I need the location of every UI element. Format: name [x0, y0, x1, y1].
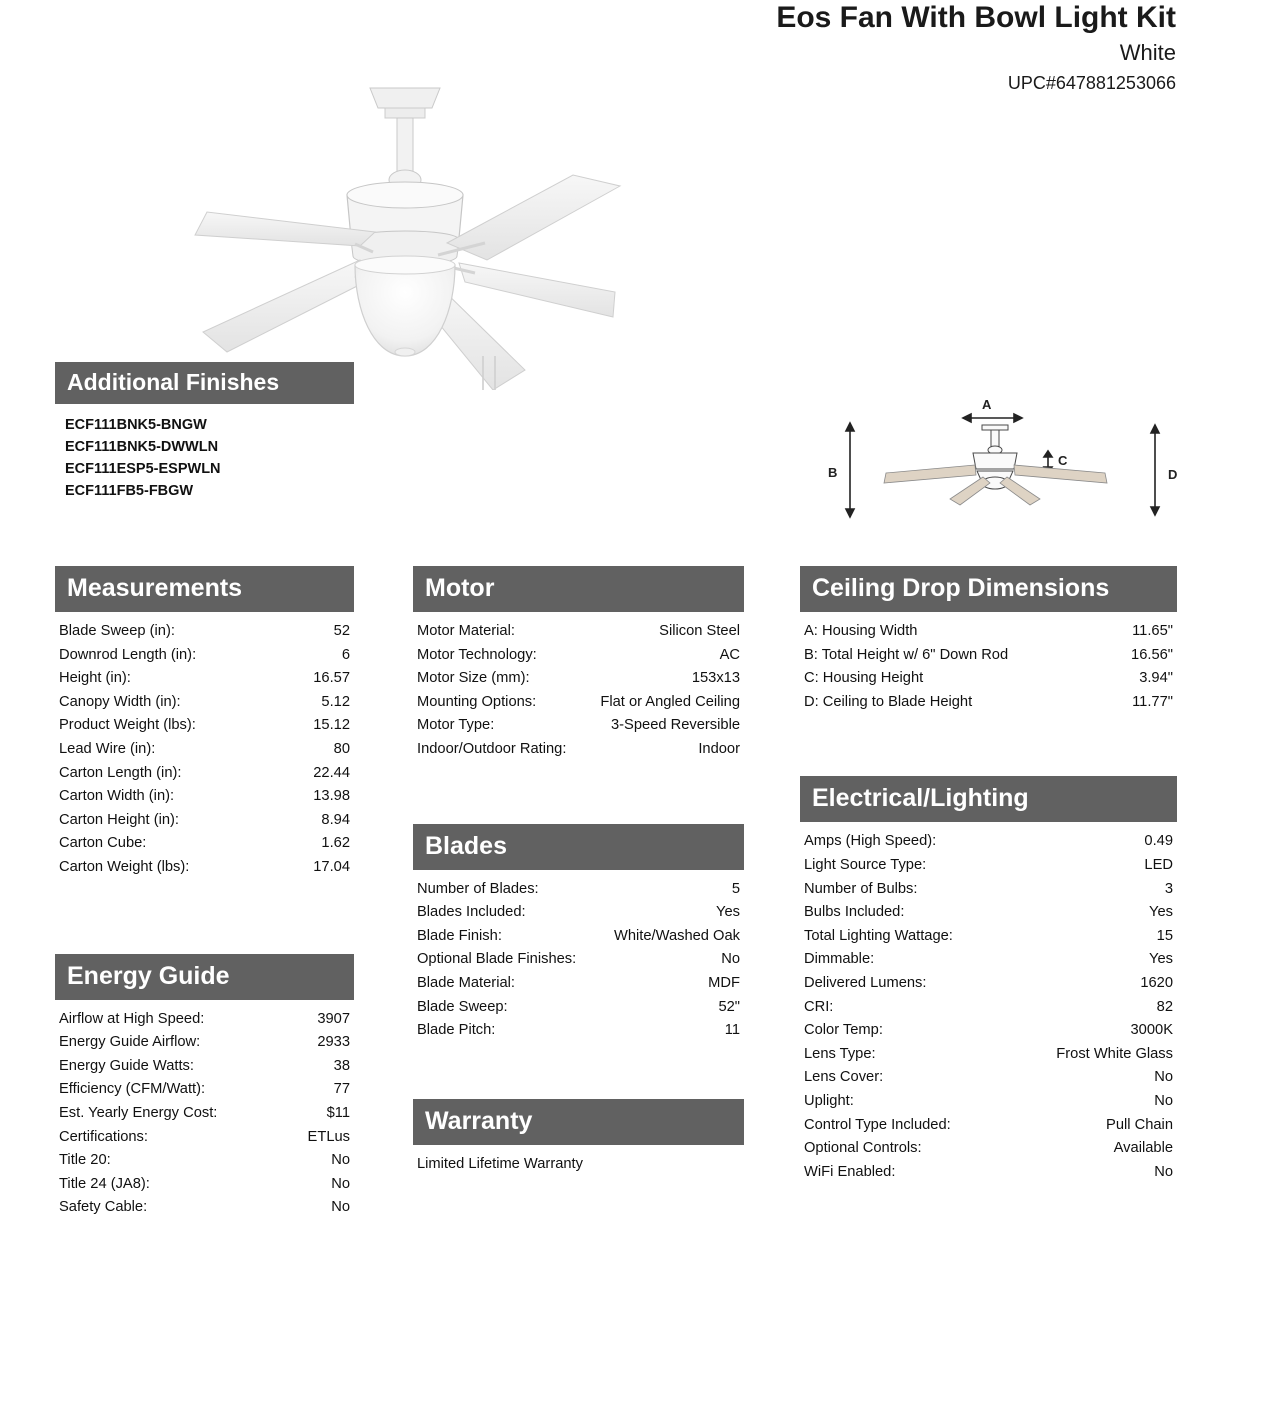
- row-value: No: [331, 1175, 350, 1192]
- row-value: No: [331, 1152, 350, 1169]
- row-label: Lens Type:: [804, 1045, 876, 1062]
- row-label: Blade Sweep:: [417, 998, 508, 1015]
- spacer: [800, 714, 1177, 776]
- table-row: [417, 714, 740, 738]
- energy-guide-heading: Energy Guide: [55, 954, 354, 1000]
- row-value: AC: [719, 646, 740, 663]
- row-label: Safety Cable:: [59, 1199, 148, 1216]
- row-label: Motor Size (mm):: [417, 670, 530, 687]
- page-title: Eos Fan With Bowl Light Kit: [776, 1, 1176, 34]
- row-label: Motor Type:: [417, 717, 495, 734]
- row-label: Carton Length (in):: [59, 764, 182, 781]
- table-row: [804, 1019, 1173, 1043]
- row-value: Yes: [1149, 904, 1173, 921]
- table-row: [804, 830, 1173, 854]
- row-value: 82: [1156, 998, 1173, 1015]
- product-finish-name: White: [1119, 40, 1176, 65]
- electrical-lighting-panel: [800, 776, 1177, 1184]
- table-row: [59, 785, 350, 809]
- blades-panel: [413, 824, 744, 1043]
- row-value: 15.12: [313, 717, 350, 734]
- row-value: LED: [1144, 856, 1173, 873]
- spacer: [413, 762, 744, 824]
- table-row: [59, 1149, 350, 1173]
- row-label: Control Type Included:: [804, 1116, 951, 1133]
- table-row: [417, 996, 740, 1020]
- row-value: 3-Speed Reversible: [611, 717, 740, 734]
- additional-finishes-heading: Additional Finishes: [55, 362, 354, 404]
- row-label: Bulbs Included:: [804, 904, 905, 921]
- row-label: Blade Finish:: [417, 927, 502, 944]
- table-row: [59, 1173, 350, 1197]
- row-label: Mounting Options:: [417, 693, 537, 710]
- table-row: [804, 925, 1173, 949]
- diagram-label-d: D: [1168, 467, 1178, 482]
- table-row: [59, 620, 350, 644]
- row-label: Total Lighting Wattage:: [804, 927, 953, 944]
- row-value: 8.94: [321, 811, 350, 828]
- row-value: 153x13: [691, 670, 740, 687]
- table-row: [804, 996, 1173, 1020]
- row-value: 15: [1156, 927, 1173, 944]
- row-label: Title 24 (JA8):: [59, 1175, 150, 1192]
- row-label: Optional Controls:: [804, 1140, 922, 1157]
- row-value: 5: [731, 880, 740, 897]
- row-value: No: [1154, 1092, 1173, 1109]
- product-upc: UPC#647881253066: [1007, 73, 1176, 93]
- product-header: [776, 0, 1176, 96]
- spacer: [55, 880, 354, 954]
- row-value: Yes: [1149, 951, 1173, 968]
- row-label: Blade Pitch:: [417, 1022, 496, 1039]
- row-label: Energy Guide Watts:: [59, 1057, 194, 1074]
- measurements-panel: [55, 566, 354, 880]
- row-value: 6: [341, 646, 350, 663]
- list-item: ECF111FB5-FBGW: [65, 483, 194, 499]
- table-row: [804, 854, 1173, 878]
- table-row: [804, 948, 1173, 972]
- table-row: [59, 691, 350, 715]
- row-value: 5.12: [321, 693, 350, 710]
- row-value: No: [331, 1199, 350, 1216]
- row-value: 16.57: [313, 670, 350, 687]
- row-value: Indoor: [698, 740, 740, 757]
- table-row: [804, 1090, 1173, 1114]
- table-row: [59, 1126, 350, 1150]
- ceiling-drop-rows: [800, 612, 1177, 714]
- row-value: 52: [333, 623, 350, 639]
- row-value: 11.65": [1132, 623, 1173, 639]
- row-label: Number of Blades:: [417, 880, 539, 897]
- row-value: Flat or Angled Ceiling: [600, 693, 740, 710]
- measurements-heading: Measurements: [55, 566, 354, 612]
- row-value: 0.49: [1144, 833, 1173, 850]
- row-label: Carton Width (in):: [59, 788, 175, 805]
- row-value: 2933: [317, 1034, 350, 1051]
- row-label: C: Housing Height: [804, 670, 924, 687]
- table-row: [804, 1137, 1173, 1161]
- table-row: [804, 972, 1173, 996]
- table-row: [417, 925, 740, 949]
- table-row: [804, 878, 1173, 902]
- additional-finishes-panel: [55, 362, 354, 502]
- table-row: [59, 644, 350, 668]
- row-label: Est. Yearly Energy Cost:: [59, 1104, 218, 1121]
- row-label: Indoor/Outdoor Rating:: [417, 740, 567, 757]
- row-label: Blade Material:: [417, 974, 515, 991]
- table-row: [417, 691, 740, 715]
- table-row: [804, 1161, 1173, 1185]
- table-row: [59, 856, 350, 880]
- row-value: 77: [333, 1081, 350, 1098]
- row-label: D: Ceiling to Blade Height: [804, 693, 973, 710]
- row-label: Blade Sweep (in):: [59, 623, 175, 639]
- table-row: [417, 620, 740, 644]
- row-label: Motor Material:: [417, 623, 515, 639]
- row-label: Number of Bulbs:: [804, 880, 918, 897]
- row-value: 3.94": [1139, 670, 1173, 687]
- ceiling-fan-product-image: [55, 60, 815, 390]
- table-row: [59, 1078, 350, 1102]
- additional-finishes-list: [55, 404, 354, 502]
- motor-panel: [413, 566, 744, 762]
- table-row: [804, 1043, 1173, 1067]
- table-row: [417, 667, 740, 691]
- diagram-label-c: C: [1058, 453, 1068, 468]
- row-value: 1.62: [321, 835, 350, 852]
- warranty-panel: [413, 1099, 744, 1177]
- table-row: [804, 667, 1173, 691]
- row-label: Carton Weight (lbs):: [59, 858, 190, 875]
- row-label: Certifications:: [59, 1128, 148, 1145]
- electrical-lighting-heading: Electrical/Lighting: [800, 776, 1177, 822]
- row-label: Canopy Width (in):: [59, 693, 181, 710]
- motor-rows: [413, 612, 744, 762]
- blades-heading: Blades: [413, 824, 744, 870]
- table-row: [59, 1008, 350, 1032]
- table-row: [417, 738, 740, 762]
- row-value: 52": [718, 998, 740, 1015]
- diagram-label-b: B: [828, 465, 838, 480]
- row-label: Optional Blade Finishes:: [417, 951, 577, 968]
- row-label: Title 20:: [59, 1152, 111, 1169]
- table-row: [417, 972, 740, 996]
- row-label: Dimmable:: [804, 951, 875, 968]
- row-value: 11.77": [1132, 693, 1173, 710]
- row-value: No: [1154, 1069, 1173, 1086]
- right-spec-column: [800, 566, 1177, 1184]
- left-spec-column: [55, 566, 354, 1220]
- table-row: [417, 1019, 740, 1043]
- row-value: 3: [1164, 880, 1173, 897]
- row-value: 3000K: [1130, 1022, 1173, 1039]
- middle-spec-column: [413, 566, 744, 1176]
- table-row: [417, 878, 740, 902]
- row-value: 80: [333, 740, 350, 757]
- row-label: Efficiency (CFM/Watt):: [59, 1081, 206, 1098]
- row-value: MDF: [708, 974, 740, 991]
- row-label: Light Source Type:: [804, 856, 927, 873]
- row-label: Energy Guide Airflow:: [59, 1034, 201, 1051]
- row-value: 13.98: [313, 788, 350, 805]
- row-label: Uplight:: [804, 1092, 854, 1109]
- warranty-heading: Warranty: [413, 1099, 744, 1145]
- row-label: Lens Cover:: [804, 1069, 884, 1086]
- row-label: Motor Technology:: [417, 646, 537, 663]
- table-row: [59, 832, 350, 856]
- energy-guide-rows: [55, 1000, 354, 1220]
- warranty-text: Limited Lifetime Warranty: [417, 1155, 583, 1172]
- diagram-label-a: A: [982, 397, 992, 412]
- spacer: [413, 1043, 744, 1099]
- motor-heading: Motor: [413, 566, 744, 612]
- table-row: [59, 714, 350, 738]
- row-value: Yes: [716, 904, 740, 921]
- row-label: A: Housing Width: [804, 623, 918, 639]
- row-value: No: [1154, 1163, 1173, 1180]
- list-item: ECF111BNK5-BNGW: [65, 417, 207, 433]
- table-row: [59, 1031, 350, 1055]
- table-row: [417, 901, 740, 925]
- row-label: CRI:: [804, 998, 834, 1015]
- table-row: [417, 948, 740, 972]
- table-row: [417, 644, 740, 668]
- table-row: [804, 620, 1173, 644]
- row-label: Height (in):: [59, 670, 131, 687]
- table-row: [59, 1102, 350, 1126]
- row-value: 3907: [317, 1010, 350, 1027]
- table-row: [804, 1114, 1173, 1138]
- table-row: [59, 667, 350, 691]
- row-label: Blades Included:: [417, 904, 526, 921]
- row-label: Downrod Length (in):: [59, 646, 197, 663]
- energy-guide-panel: [55, 954, 354, 1220]
- row-value: Silicon Steel: [659, 623, 740, 639]
- row-value: Available: [1113, 1140, 1173, 1157]
- row-value: ETLus: [307, 1128, 350, 1145]
- electrical-lighting-rows: [800, 822, 1177, 1184]
- table-row: [59, 762, 350, 786]
- row-label: Delivered Lumens:: [804, 974, 927, 991]
- blades-rows: [413, 870, 744, 1043]
- row-value: 11: [724, 1022, 740, 1039]
- list-item: ECF111ESP5-ESPWLN: [65, 461, 221, 477]
- row-label: Airflow at High Speed:: [59, 1010, 205, 1027]
- row-label: B: Total Height w/ 6" Down Rod: [804, 646, 1009, 663]
- row-label: Amps (High Speed):: [804, 833, 937, 850]
- row-value: $11: [326, 1104, 350, 1121]
- table-row: [59, 809, 350, 833]
- row-value: 1620: [1140, 974, 1173, 991]
- list-item: ECF111BNK5-DWWLN: [65, 439, 219, 455]
- row-value: Pull Chain: [1106, 1116, 1173, 1133]
- table-row: [804, 1066, 1173, 1090]
- row-value: 38: [333, 1057, 350, 1074]
- row-label: Carton Height (in):: [59, 811, 179, 828]
- row-label: Carton Cube:: [59, 835, 147, 852]
- table-row: [804, 644, 1173, 668]
- table-row: [59, 1055, 350, 1079]
- ceiling-drop-heading: Ceiling Drop Dimensions: [800, 566, 1177, 612]
- row-value: 22.44: [313, 764, 350, 781]
- row-value: White/Washed Oak: [614, 927, 740, 944]
- ceiling-drop-panel: [800, 566, 1177, 714]
- row-value: 16.56": [1131, 646, 1173, 663]
- row-value: No: [721, 951, 740, 968]
- measurements-rows: [55, 612, 354, 880]
- row-value: Frost White Glass: [1056, 1045, 1173, 1062]
- table-row: [59, 1196, 350, 1220]
- row-label: Lead Wire (in):: [59, 740, 156, 757]
- table-row: [59, 738, 350, 762]
- row-label: Color Temp:: [804, 1022, 883, 1039]
- table-row: [804, 691, 1173, 715]
- table-row: [804, 901, 1173, 925]
- row-label: Product Weight (lbs):: [59, 717, 196, 734]
- ceiling-drop-dimension-diagram: [800, 395, 1200, 540]
- row-value: 17.04: [313, 858, 350, 875]
- row-label: WiFi Enabled:: [804, 1163, 896, 1180]
